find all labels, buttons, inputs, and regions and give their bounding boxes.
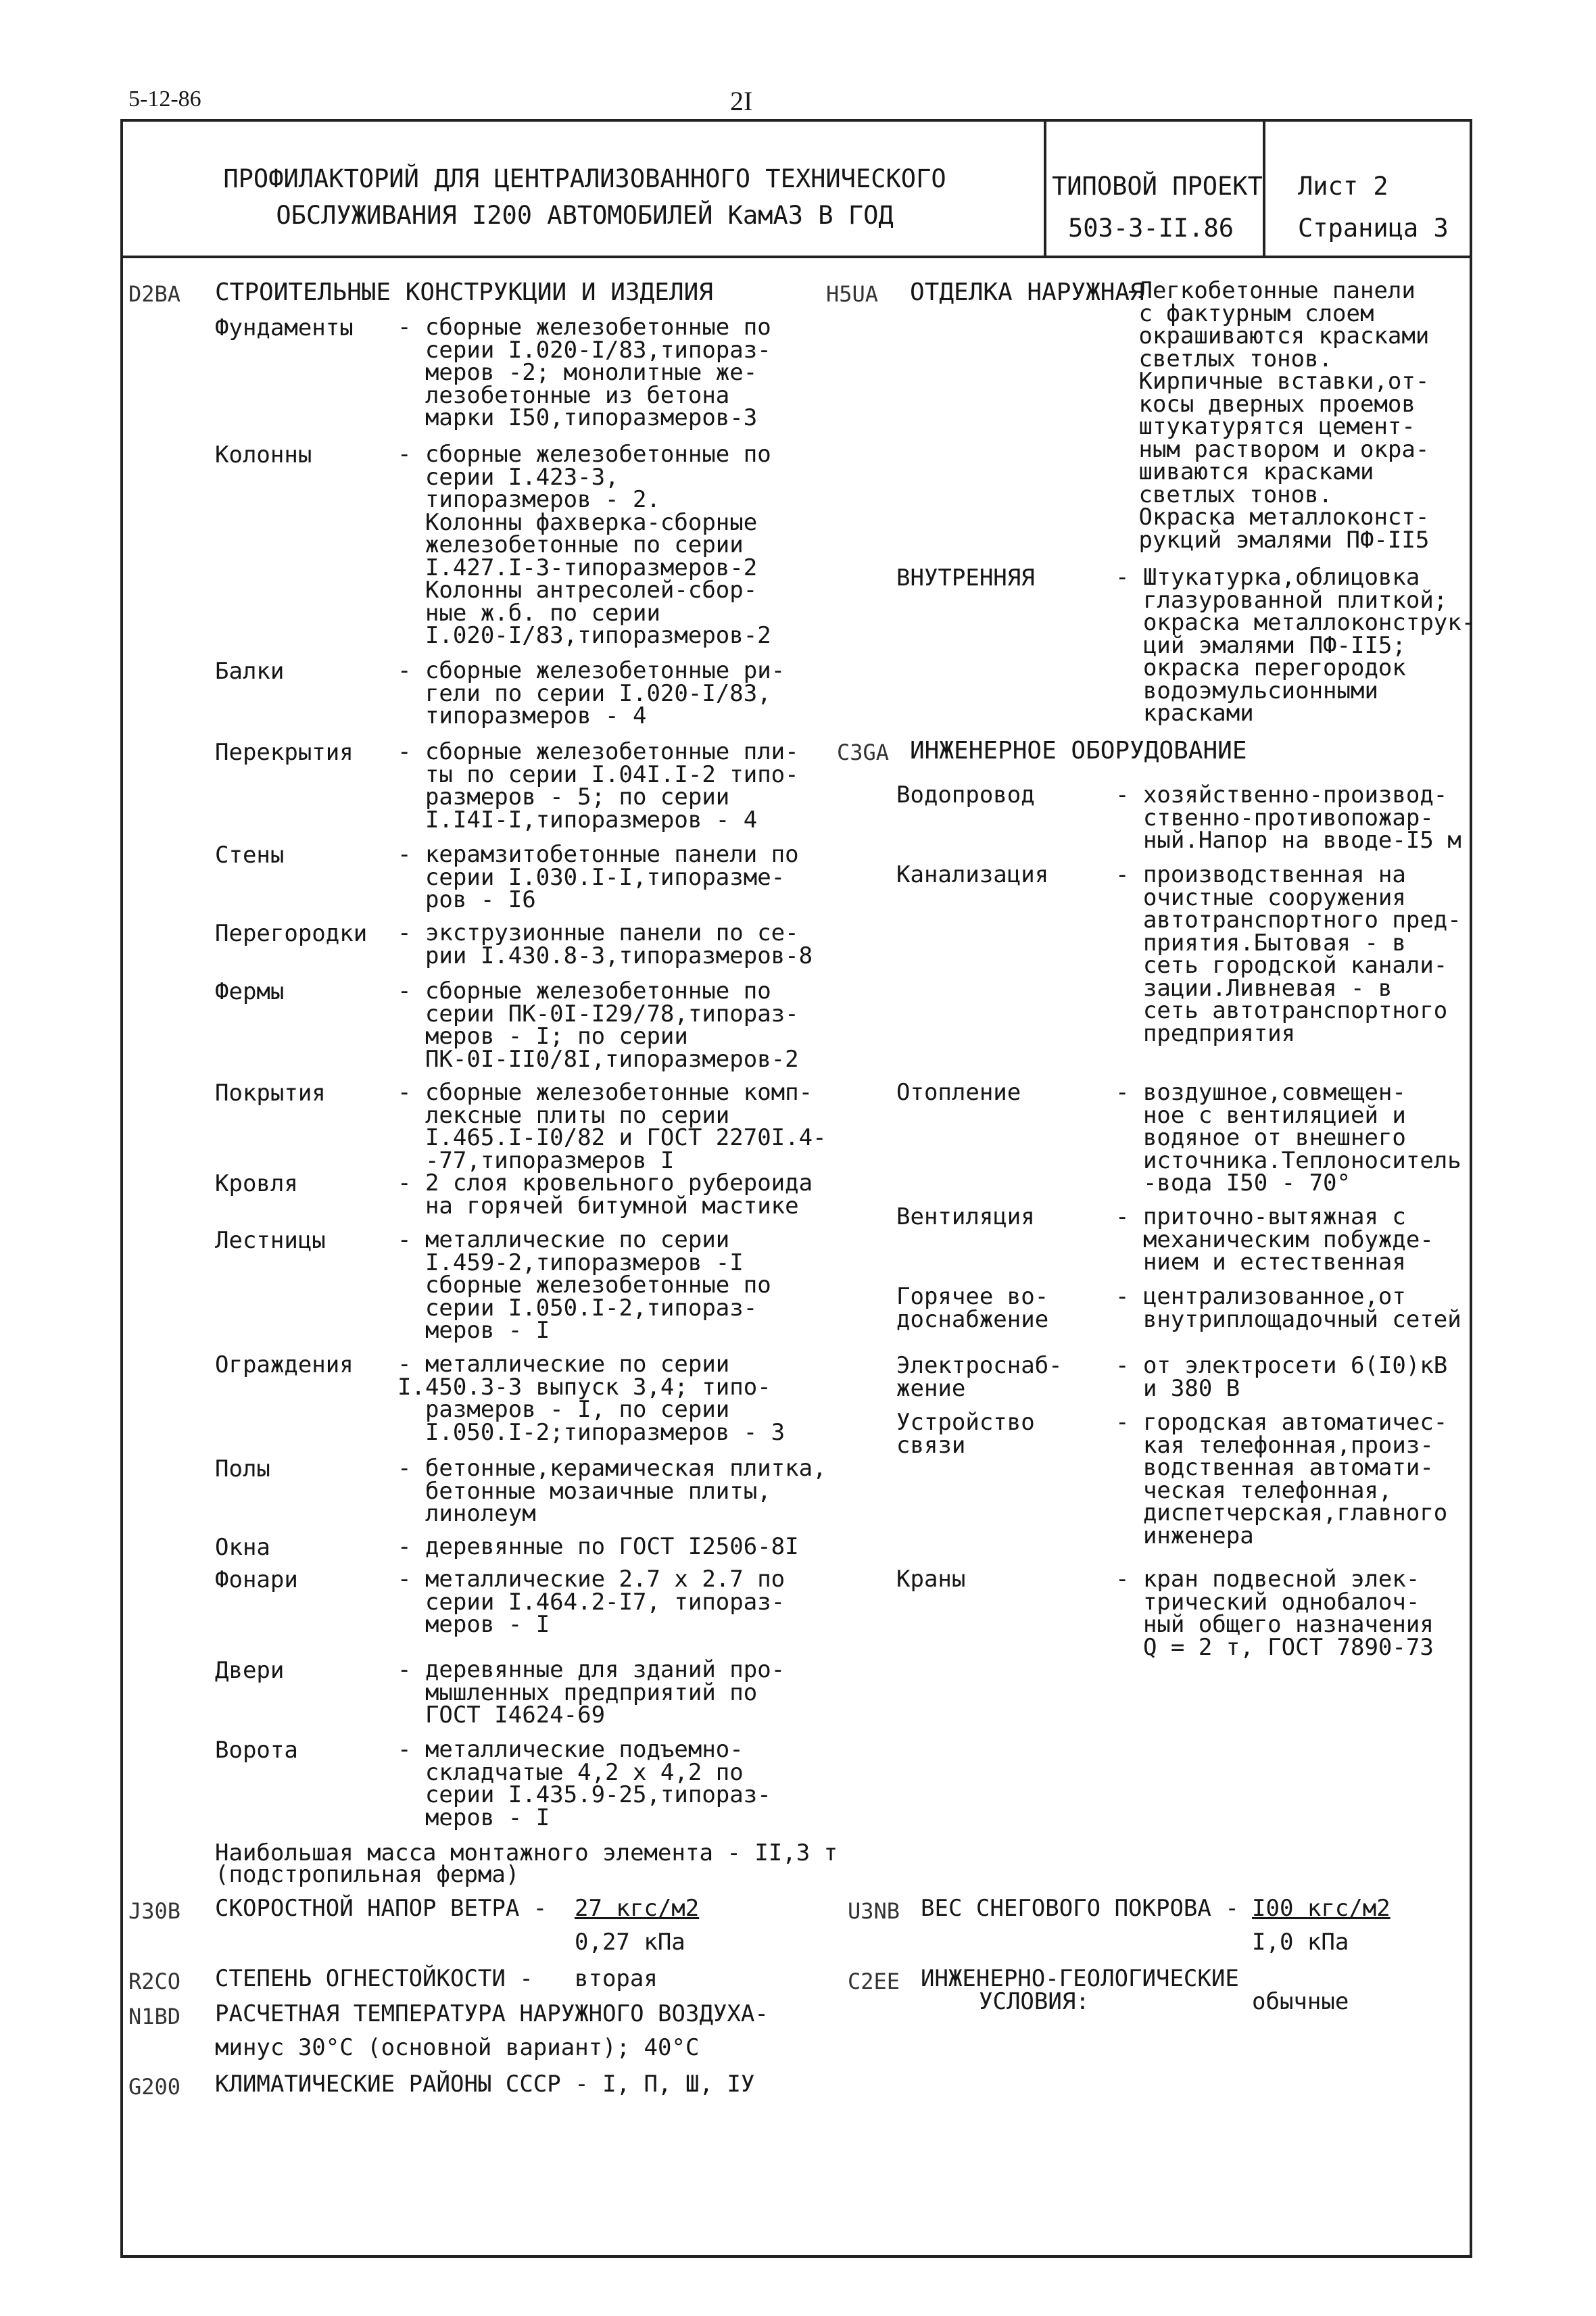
snow-value-kgf: I00 кгс/м2 [1252, 1895, 1391, 1922]
item-label: Лестницы [215, 1227, 326, 1254]
geo-label-1: ИНЖЕНЕРНО-ГЕОЛОГИЧЕСКИЕ [921, 1965, 1239, 1992]
climate-code: G200 [128, 2074, 181, 2100]
item-text: - металлические 2.7 х 2.7 по серии I.464.2-I7, типораз- меров - I [397, 1566, 785, 1638]
header-vline-2 [1263, 119, 1265, 257]
fire-value: вторая [575, 1965, 658, 1992]
item-text: - сборные железобетонные пли- ты по серии I.04I.I-2 типо- размеров - 5; по серии I.I4I-I,типоразмеров - 4 [397, 738, 799, 834]
item-label: Краны [896, 1566, 966, 1593]
item-text: - экструзионные панели по се- рии I.430.8-3,типоразмеров-8 [397, 919, 813, 969]
snow-value-kpa: I,0 кПа [1252, 1929, 1349, 1956]
item-text: - централизованное,от внутриплощадочный сетей [1115, 1283, 1461, 1333]
item-text: - 2 слоя кровельного рубероида на горячей битумной мастике [397, 1169, 813, 1220]
item-label: Водопровод [896, 781, 1035, 809]
item-text: - приточно-вытяжная с механическим побужде- нием и естественная [1115, 1203, 1434, 1276]
item-text: - бетонные,керамическая плитка, бетонные мозаичные плиты, линолеум [397, 1455, 827, 1527]
item-label: Горячее во- доснабжение [896, 1283, 1049, 1333]
sheet-number: Лист 2 [1298, 172, 1388, 201]
item-text: - деревянные по ГОСТ I2506-8I [397, 1533, 799, 1560]
item-text: - сборные железобетонные по серии ПК-0I-I29/78,типораз- меров - I; по серии ПК-0I-II0/8I,типоразмеров-2 [397, 978, 799, 1073]
page-label: Страница 3 [1298, 214, 1449, 243]
max-mass-line-2: (подстропильная ферма) [215, 1861, 520, 1888]
snow-label: ВЕС СНЕГОВОГО ПОКРОВА - [921, 1895, 1239, 1922]
temp-label-2: минус 30°С (основной вариант); 40°С [215, 2034, 700, 2061]
section-code-construction: D2BA [128, 281, 181, 307]
sheet-cell [1298, 166, 1449, 249]
item-text: - производственная на очистные сооружения автотранспортного пред- приятия.Бытовая - в сеть городской канали- зации.Ливневая - в сеть автотранспортного предприятия [1115, 861, 1461, 1047]
item-label: Стены [215, 842, 285, 869]
title-line-1: ПРОФИЛАКТОРИЙ ДЛЯ ЦЕНТРАЛИЗОВАННОГО ТЕХНИЧЕСКОГО [223, 164, 946, 193]
climate-label: КЛИМАТИЧЕСКИЕ РАЙОНЫ СССР - I, П, Ш, IУ [215, 2071, 755, 2098]
wind-code: J30B [128, 1898, 181, 1924]
temp-code: N1BD [128, 2004, 181, 2029]
section-heading-construction: СТРОИТЕЛЬНЫЕ КОНСТРУКЦИИ И ИЗДЕЛИЯ [215, 279, 713, 306]
item-label: Фермы [215, 978, 285, 1005]
geo-label-2: УСЛОВИЯ: [979, 1988, 1090, 2015]
geo-code: C2EE [848, 1969, 900, 1994]
finish-inner-text: - Штукатурка,облицовка глазурованной плиткой; окраска металлоконструк- ций эмалями ПФ-II5; окраска перегородок водоэмульсионными красками [1115, 564, 1476, 727]
item-label: Балки [215, 658, 285, 685]
item-text: - от электросети 6(I0)кВ и 380 В [1115, 1352, 1448, 1402]
item-label: Фундаменты [215, 314, 354, 341]
fire-label: СТЕПЕНЬ ОГНЕСТОЙКОСТИ - [215, 1965, 533, 1992]
item-label: Вентиляция [896, 1203, 1035, 1230]
section-heading-finish: ОТДЕЛКА НАРУЖНАЯ [910, 279, 1144, 306]
item-label: Перегородки [215, 920, 368, 947]
max-mass-line-1: Наибольшая масса монтажного элемента - II,3 т [215, 1839, 838, 1866]
item-label: Канализация [896, 861, 1049, 888]
item-text: - сборные железобетонные по серии I.020-I/83,типораз- меров -2; монолитные же- лезобетонные из бетона марки I50,типоразмеров-3 [397, 314, 771, 431]
item-text: - сборные железобетонные комп- лексные плиты по серии I.465.I-I0/82 и ГОСТ 2270I.4- -77,типоразмеров I [397, 1079, 827, 1174]
item-text: - металлические по серии I.459-2,типоразмеров -I сборные железобетонные по серии I.050.I-2,типораз- меров - I [397, 1226, 771, 1344]
item-label: Окна [215, 1534, 270, 1561]
item-text: - городская автоматичес- кая телефонная,произ- водственная автомати- ческая телефонная, диспетчерская,главного инженера [1115, 1409, 1448, 1549]
finish-outer-text: -Легкобетонные панели с фактурным слоем окрашиваются красками светлых тонов. Кирпичные вставки,от- косы дверных проемов штукатурятся цемент- ным раствором и окра- шиваются красками светлых тонов. Окраска металлоконст- рукций эмалями ПФ-II5 [1125, 277, 1430, 554]
item-text: - кран подвесной элек- трический однобалоч- ный общего назначения Q = 2 т, ГОСТ 7890-73 [1115, 1566, 1434, 1661]
temp-label-1: РАСЧЕТНАЯ ТЕМПЕРАТУРА НАРУЖНОГО ВОЗДУХА- [215, 2000, 769, 2027]
item-text: - деревянные для зданий про- мышленных предприятий по ГОСТ I4624-69 [397, 1656, 785, 1729]
geo-value: обычные [1252, 1988, 1349, 2015]
item-label: Ограждения [215, 1351, 354, 1378]
item-label: Перекрытия [215, 739, 354, 766]
section-heading-engineering: ИНЖЕНЕРНОЕ ОБОРУДОВАНИЕ [910, 737, 1247, 765]
item-label: Кровля [215, 1170, 298, 1197]
item-label: Колонны [215, 441, 312, 468]
section-code-finish: H5UA [826, 281, 879, 307]
wind-value-kpa: 0,27 кПа [575, 1929, 685, 1956]
item-text: - металлические по серии I.450.3-3 выпуск 3,4; типо- размеров - I, по серии I.050.I-2;типоразмеров - 3 [397, 1351, 785, 1446]
snow-code: U3NB [848, 1898, 900, 1924]
document-code: 5-12-86 [128, 87, 201, 112]
project-label: ТИПОВОЙ ПРОЕКТ [1052, 172, 1263, 201]
page-number: 2I [730, 86, 753, 116]
item-label: Электроснаб- жение [896, 1352, 1063, 1402]
item-text: - керамзитобетонные панели по серии I.030.I-I,типоразме- ров - I6 [397, 841, 799, 913]
project-cell [1052, 166, 1263, 249]
item-label: Покрытия [215, 1080, 326, 1107]
header-divider [120, 256, 1472, 258]
wind-value-kgf: 27 кгс/м2 [575, 1895, 700, 1922]
project-number: 503-3-II.86 [1068, 214, 1234, 243]
item-label: Фонари [215, 1566, 298, 1593]
item-text: - металлические подъемно- складчатые 4,2 х 4,2 по серии I.435.9-25,типораз- меров - I [397, 1736, 771, 1831]
section-code-engineering: C3GA [837, 740, 890, 765]
item-label: Устройство связи [896, 1409, 1035, 1459]
finish-inner-label: ВНУТРЕННЯЯ [896, 564, 1035, 592]
fire-code: R2CO [128, 1969, 181, 1994]
item-label: Двери [215, 1657, 285, 1684]
header-vline-1 [1044, 119, 1046, 257]
wind-label: СКОРОСТНОЙ НАПОР ВЕТРА - [215, 1895, 548, 1922]
item-text: - воздушное,совмещен- ное с вентиляцией и водяное от внешнего источника.Теплоноситель -вода I50 - 70° [1115, 1079, 1461, 1197]
item-label: Ворота [215, 1737, 298, 1764]
item-text: - хозяйственно-производ- ственно-противопожар- ный.Напор на вводе-I5 м [1115, 781, 1461, 854]
item-label: Полы [215, 1455, 270, 1482]
title-line-2: ОБСЛУЖИВАНИЯ I200 АВТОМОБИЛЕЙ КамАЗ В ГОД [276, 201, 894, 230]
document-title [128, 161, 1041, 234]
item-text: - сборные железобетонные по серии I.423-3, типоразмеров - 2. Колонны фахверка-сборные железобетонные по серии I.427.I-3-типоразмеров-2 Колонны антресолей-сбор- ные ж.б. по серии I.020-I/83,типоразмеров-2 [397, 441, 771, 649]
item-text: - сборные железобетонные ри- гели по серии I.020-I/83, типоразмеров - 4 [397, 657, 785, 729]
item-label: Отопление [896, 1079, 1021, 1106]
